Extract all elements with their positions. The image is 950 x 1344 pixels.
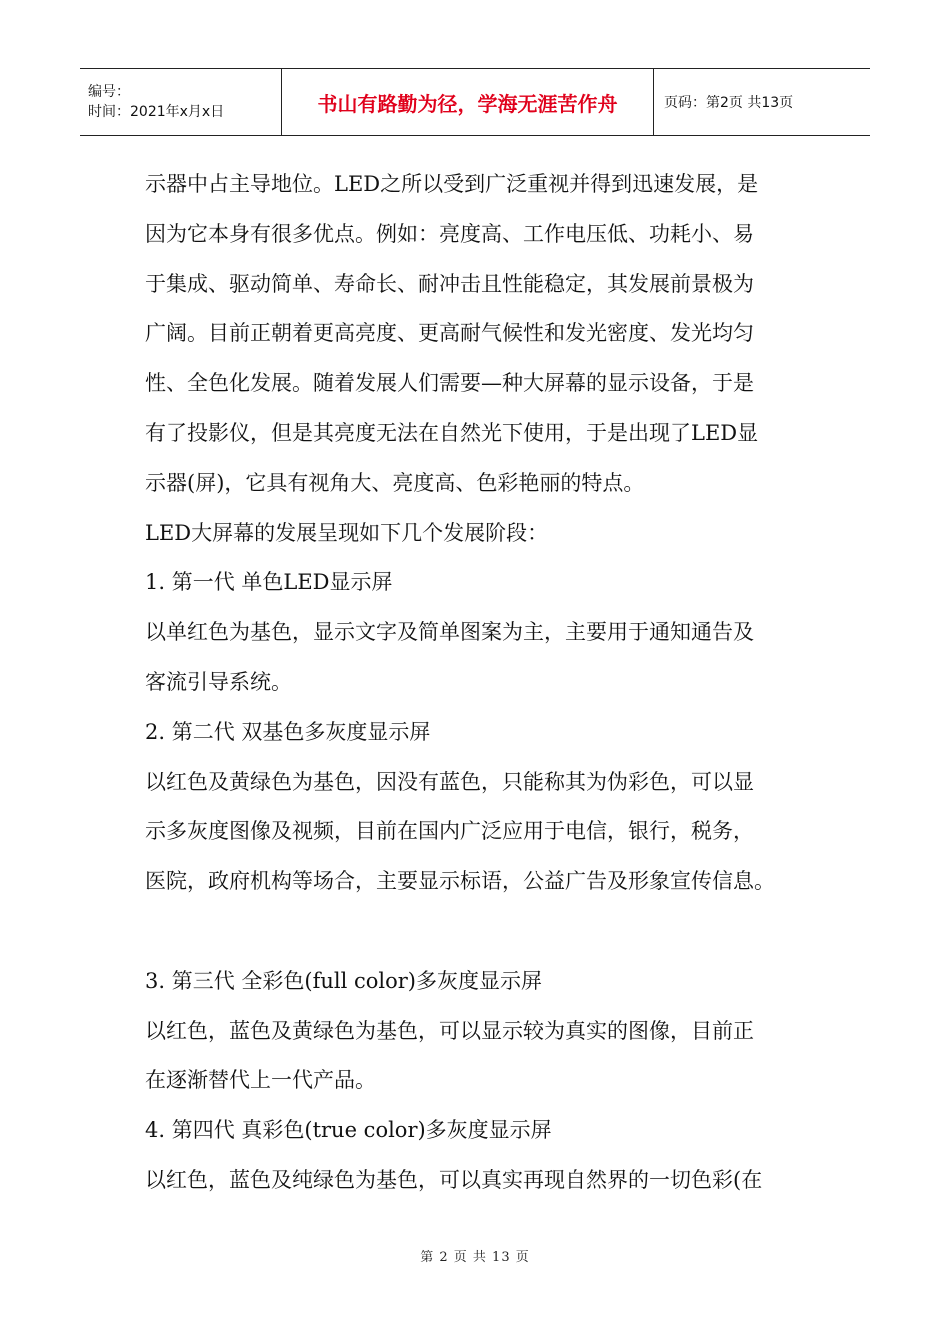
body-line: 性、全色化发展。随着发展人们需要—种大屏幕的显示设备，于是 [145,371,754,396]
stage-heading-1: 1. 第一代 单色LED显示屏 [145,570,393,595]
page-header [80,68,870,136]
header-motto [282,69,654,135]
header-motto-text: 书山有路勤为径，学海无涯苦作舟 [317,91,618,116]
header-page-label: 页码：第2页 共13页 [664,95,794,111]
page-footer [0,1246,950,1265]
header-page-info [654,69,870,135]
body-line: 有了投影仪，但是其亮度无法在自然光下使用，于是出现了LED显 [145,420,759,445]
body-line: 客流引导系统。 [145,669,292,694]
body-line: 示多灰度图像及视频，目前在国内广泛应用于电信，银行，税务， [145,819,754,844]
body-line: 在逐渐替代上一代产品。 [145,1068,376,1093]
body-line: 于集成、驱动简单、寿命长、耐冲击且性能稳定，其发展前景极为 [145,271,754,296]
body-line: 以红色，蓝色及黄绿色为基色，可以显示较为真实的图像，目前正 [145,1018,754,1043]
body-line: 以单红色为基色，显示文字及简单图案为主，主要用于通知通告及 [145,620,754,645]
blank-line [145,907,835,957]
body-line: 示器中占主导地位。LED之所以受到广泛重视并得到迅速发展，是 [145,172,759,196]
header-number-label: 编号： [88,84,130,100]
body-line: 以红色，蓝色及纯绿色为基色，可以真实再现自然界的一切色彩(在 [145,1167,763,1192]
stage-heading-2: 2. 第二代 双基色多灰度显示屏 [145,719,431,744]
section-intro: LED大屏幕的发展呈现如下几个发展阶段： [145,520,549,545]
footer-page-number: 第 2 页 共 13 页 [420,1250,530,1265]
stage-heading-3: 3. 第三代 全彩色(full color)多灰度显示屏 [145,968,542,993]
document-body [145,160,835,1206]
header-time-label: 时间：2021年x月x日 [88,104,225,120]
body-line: 医院，政府机构等场合，主要显示标语，公益广告及形象宣传信息。 [145,869,775,894]
body-line: 示器(屏)，它具有视角大、亮度高、色彩艳丽的特点。 [145,470,645,495]
body-line: 广阔。目前正朝着更高亮度、更高耐气候性和发光密度、发光均匀 [145,321,754,346]
stage-heading-4: 4. 第四代 真彩色(true color)多灰度显示屏 [145,1118,552,1143]
body-line: 以红色及黄绿色为基色，因没有蓝色，只能称其为伪彩色，可以显 [145,769,754,794]
header-meta [80,69,282,135]
body-line: 因为它本身有很多优点。例如：亮度高、工作电压低、功耗小、易 [145,221,754,246]
